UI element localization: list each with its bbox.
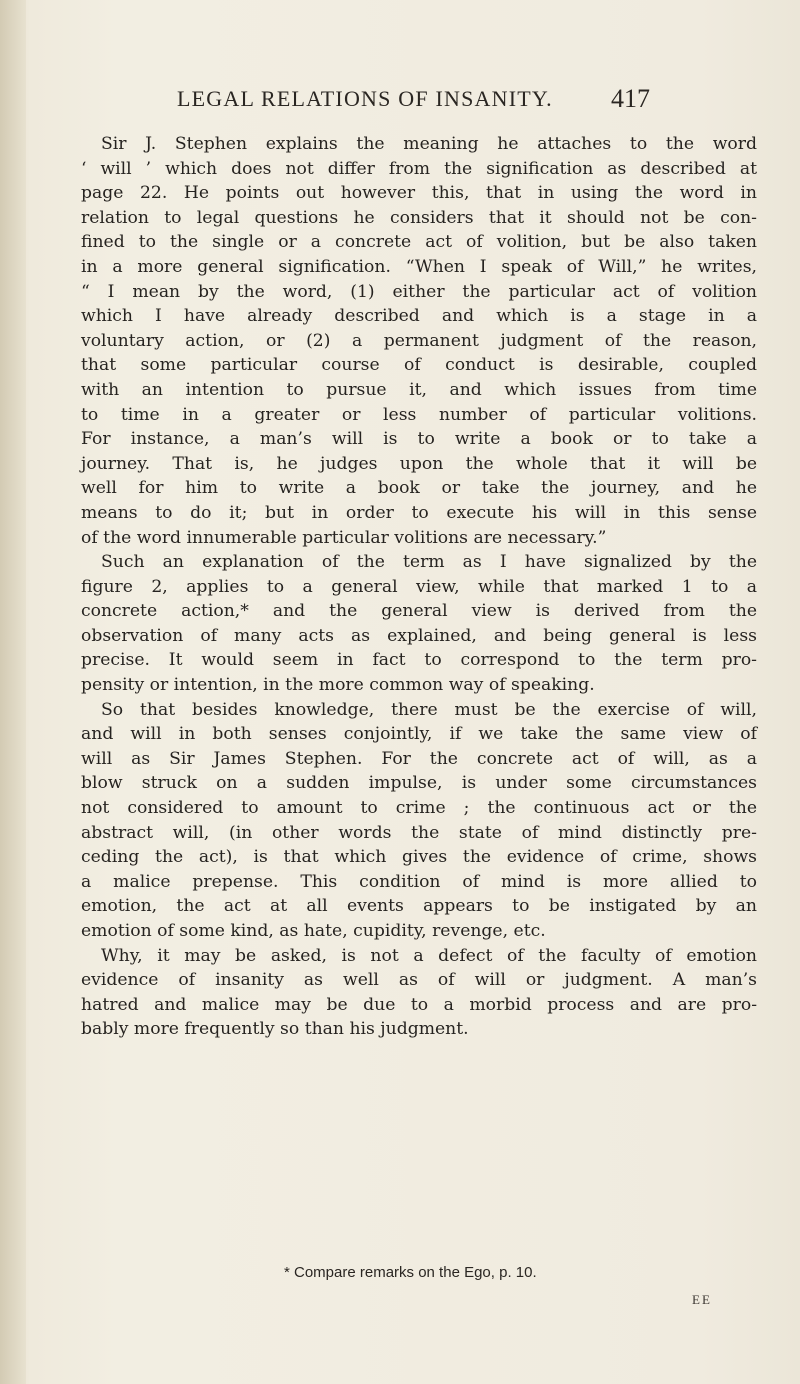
- footnote: * Compare remarks on the Ego, p. 10.: [284, 1264, 537, 1281]
- text-line: emotion of some kind, as hate, cupidity, revenge, etc.: [81, 921, 546, 941]
- running-title: LEGAL RELATIONS OF INSANITY.: [177, 86, 553, 111]
- text-line: fined to the single or a concrete act of volition, but be also taken: [81, 232, 757, 253]
- text-line: ‘ will ’ which does not differ from the signification as described at: [81, 158, 757, 179]
- text-line: with an intention to pursue it, and which issues from time: [81, 379, 757, 400]
- text-line: So that besides knowledge, there must be the exercise of will,: [101, 699, 757, 720]
- text-line: ceding the act), is that which gives the evidence of crime, shows: [81, 847, 757, 868]
- text-line: well for him to write a book or take the journey, and he: [81, 478, 757, 499]
- text-line: which I have already described and which is a stage in a: [81, 306, 757, 327]
- text-line: Why, it may be asked, is not a defect of the faculty of emotion: [101, 945, 757, 966]
- text-line: bably more frequently so than his judgment.: [81, 1019, 469, 1040]
- text-line: journey. That is, he judges upon the whole that it will be: [81, 453, 757, 474]
- text-line: not considered to amount to crime ; the continuous act or the: [81, 798, 757, 819]
- page-gutter-shadow: [0, 0, 26, 1384]
- text-line: to time in a greater or less number of particular volitions.: [81, 404, 757, 425]
- text-line: Such an explanation of the term as I have signalized by the: [101, 552, 757, 573]
- text-line: For instance, a man’s will is to write a book or to take a: [81, 429, 757, 450]
- text-line: emotion, the act at all events appears to be instigated by an: [81, 896, 757, 917]
- text-line: blow struck on a sudden impulse, is under some circumstances: [81, 773, 757, 794]
- text-line: evidence of insanity as well as of will or judgment. A man’s: [81, 970, 757, 991]
- text-line: precise. It would seem in fact to correspond to the term pro-: [81, 650, 757, 671]
- text-line: and will in both senses conjointly, if we take the same view of: [81, 724, 757, 745]
- text-line: voluntary action, or (2) a permanent judgment of the reason,: [81, 330, 757, 351]
- text-line: observation of many acts as explained, and being general is less: [81, 625, 757, 646]
- text-line: will as Sir James Stephen. For the concrete act of will, as a: [81, 748, 757, 769]
- text-line: in a more general signification. “When I speak of Will,” he writes,: [81, 256, 757, 277]
- text-line: of the word innumerable particular volitions are necessary.”: [81, 527, 607, 548]
- text-line: figure 2, applies to a general view, while that marked 1 to a: [81, 576, 757, 597]
- text-line: means to do it; but in order to execute his will in this sense: [81, 502, 757, 523]
- page-number: 417: [611, 84, 650, 113]
- text-line: “ I mean by the word, (1) either the particular act of volition: [81, 281, 757, 302]
- text-line: page 22. He points out however this, that in using the word in: [81, 183, 757, 204]
- text-line: hatred and malice may be due to a morbid process and are pro-: [81, 994, 757, 1015]
- text-line: concrete action,* and the general view is derived from the: [81, 601, 757, 622]
- text-line: pensity or intention, in the more common way of speaking.: [81, 675, 595, 696]
- body-text: [81, 132, 757, 1042]
- text-line: relation to legal questions he considers that it should not be con-: [81, 207, 757, 228]
- text-line: abstract will, (in other words the state of mind distinctly pre-: [81, 822, 757, 843]
- text-line: that some particular course of conduct is desirable, coupled: [81, 355, 757, 376]
- signature-mark: EE: [692, 1292, 712, 1307]
- text-line: a malice prepense. This condition of mind is more allied to: [81, 871, 757, 892]
- text-line: Sir J. Stephen explains the meaning he attaches to the word: [101, 134, 757, 154]
